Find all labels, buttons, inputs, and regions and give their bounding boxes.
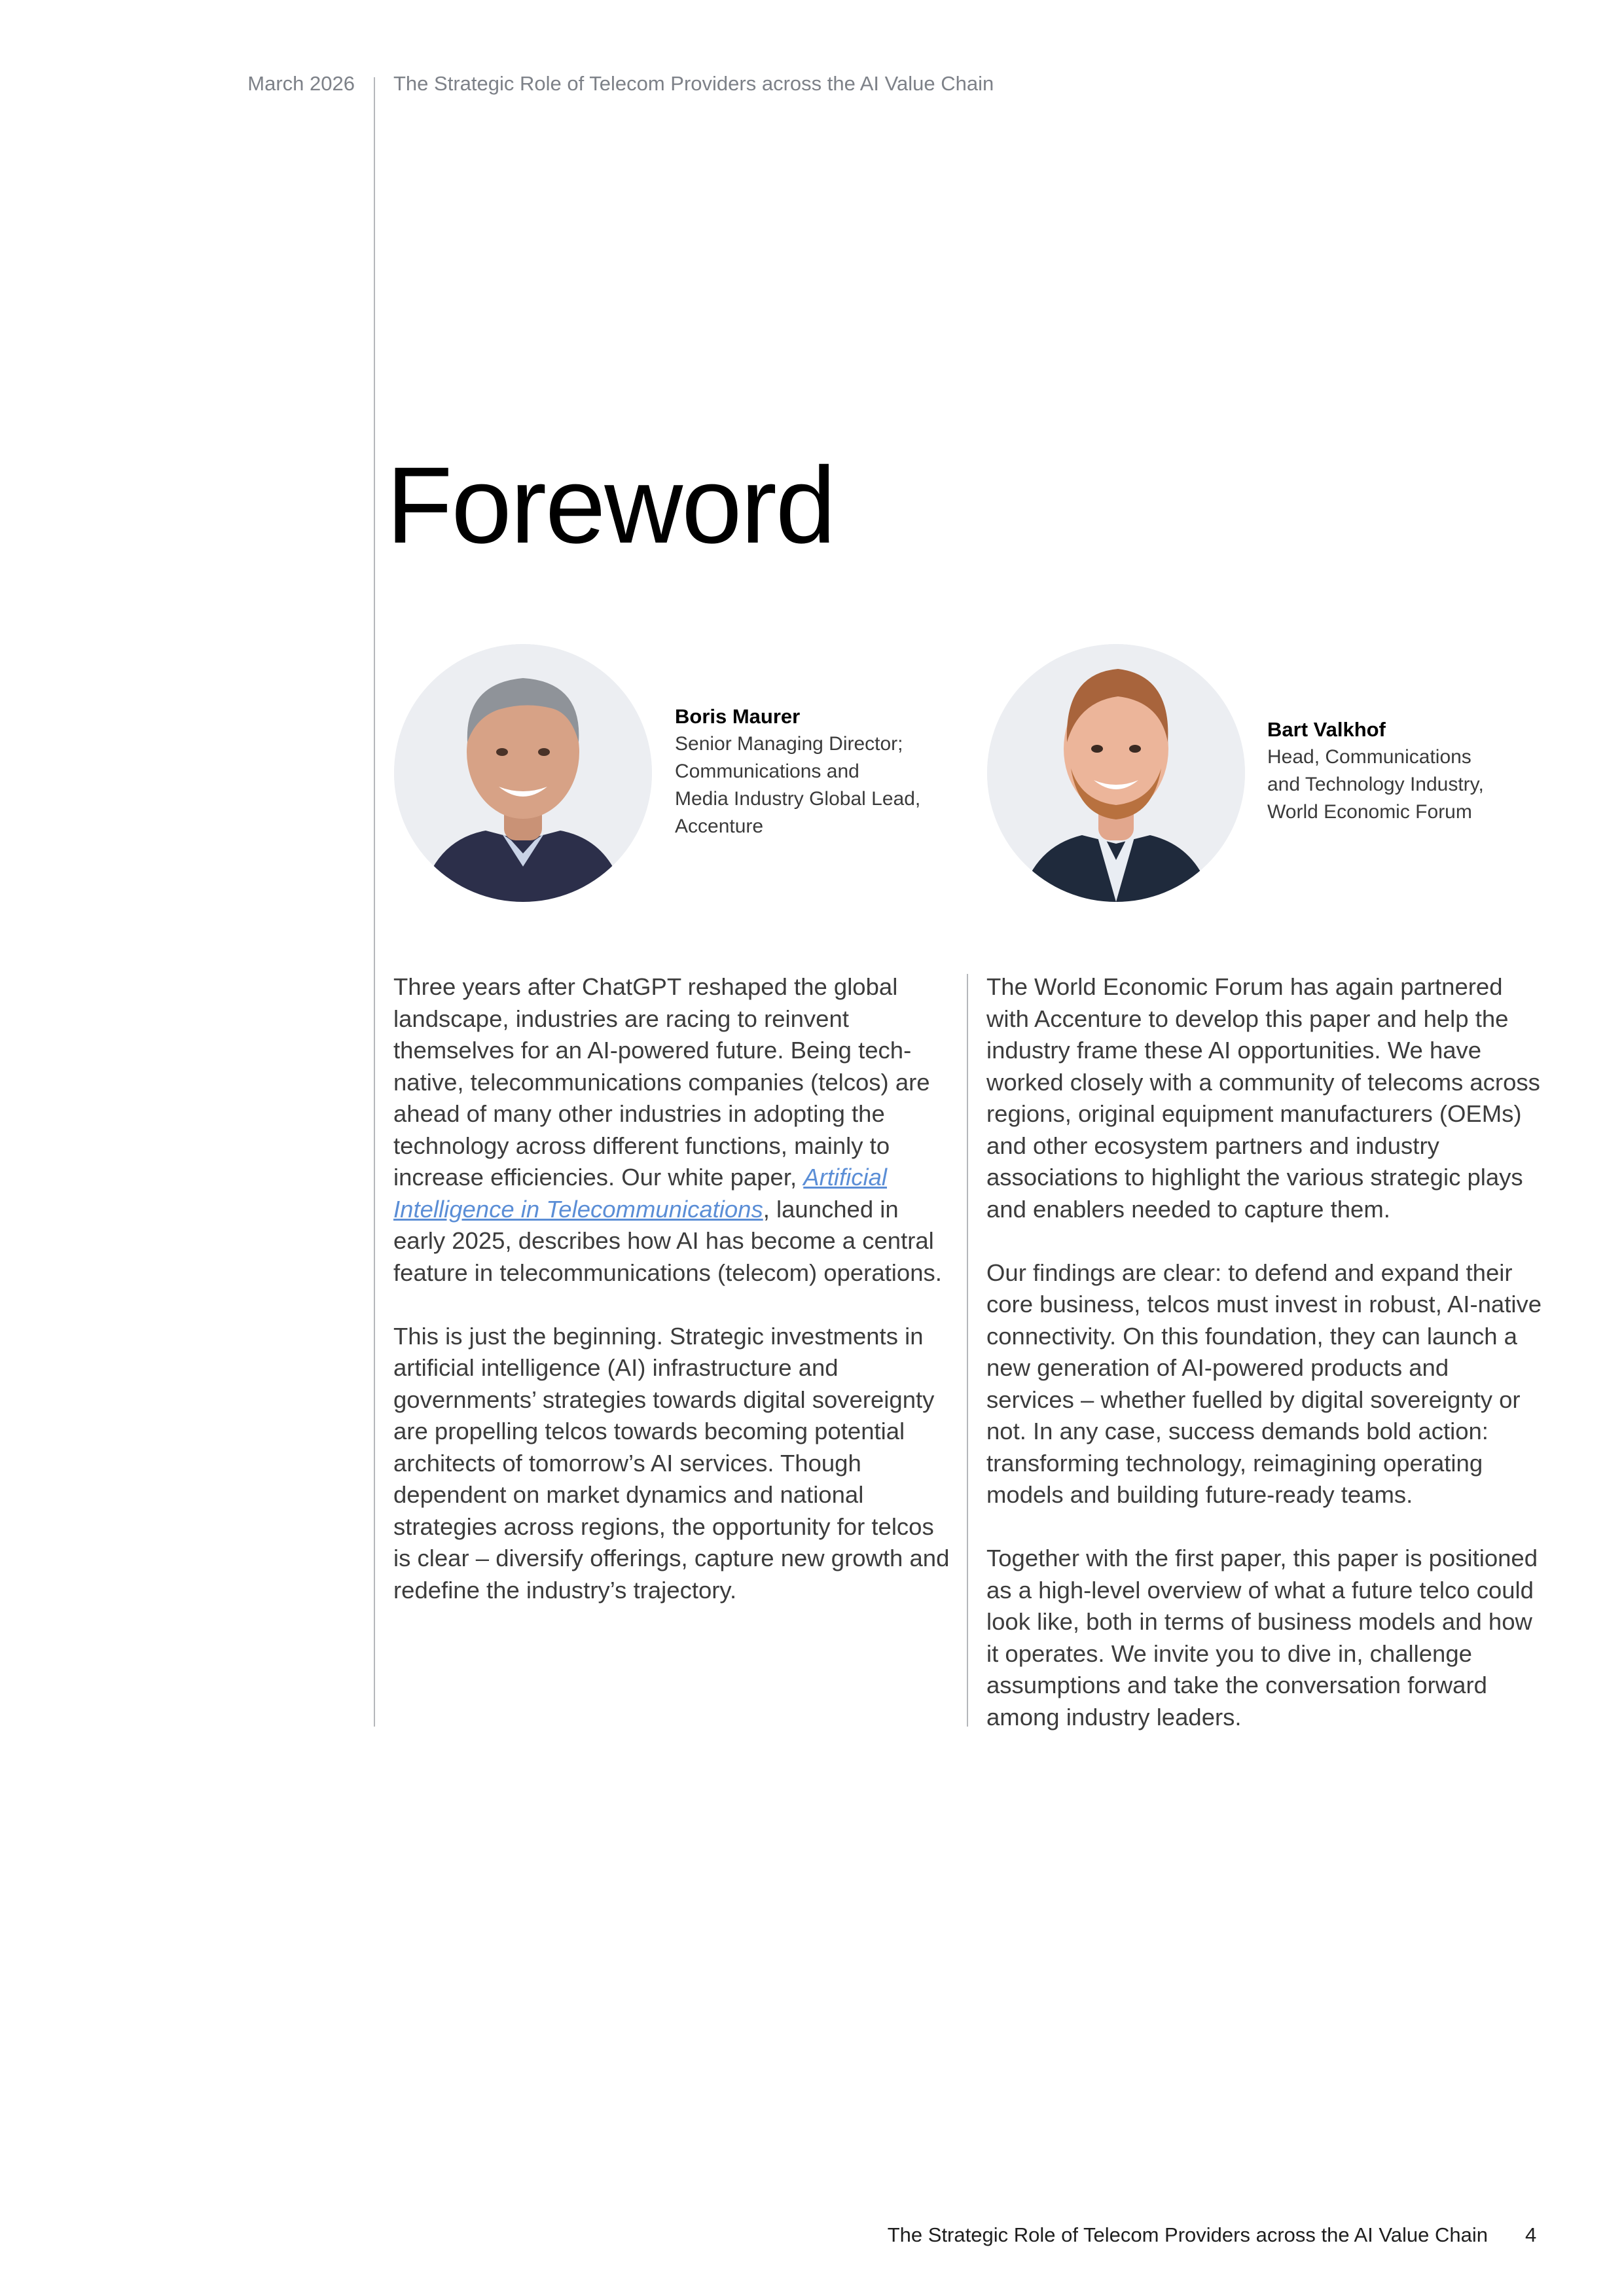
- author-role-line: Senior Managing Director;: [675, 733, 903, 755]
- author-role-line: Accenture: [675, 816, 764, 837]
- author-boris-maurer: [675, 703, 950, 840]
- body-paragraph: Three years after ChatGPT reshaped the global landscape, industries are racing to reinvent themselves for an AI-powered future. Being tech-native, telecommunications companies (telcos) are ahead of many other industries in adopting the technology across different functions, mainly to increase efficiencies. Our white paper, Artificial Intelligence in Telecommunications, launched in early 2025, describes how AI has become a central feature in telecommunications (telecom) operations.: [393, 973, 942, 1286]
- author-name: Boris Maurer: [675, 705, 801, 728]
- header-date: March 2026: [247, 72, 355, 95]
- body-column-left: [393, 971, 950, 1638]
- body-paragraph: This is just the beginning. Strategic investments in artificial intelligence (AI) infrastructure and governments’ strategies towards digital sovereignty are propelling telcos towards becoming potential architects of tomorrow’s AI services. Though dependent on market dynamics and national strategies across regions, the opportunity for telcos is clear – diversify offerings, capture new growth and redefine the industry’s trajectory.: [393, 1322, 950, 1604]
- body-paragraph: Together with the first paper, this paper is positioned as a high-level overview of what a future telco could look like, both in terms of business models and how it operates. We invite you to dive in, challenge assumptions and take the conversation forward among industry leaders.: [986, 1545, 1538, 1731]
- body-paragraph: The World Economic Forum has again partnered with Accenture to develop this paper and help the industry frame these AI opportunities. We have worked closely with a community of telecoms across regions, original equipment manufacturers (OEMs) and other ecosystem partners and industry associations to highlight the various strategic plays and enablers needed to capture them.: [986, 973, 1540, 1223]
- author-role-line: Communications and: [675, 761, 859, 782]
- white-paper-link[interactable]: Artificial Intelligence in Telecommunications: [393, 1164, 888, 1223]
- author-photo-bart-valkhof: [987, 644, 1245, 902]
- body-column-right: [986, 971, 1543, 1765]
- footer-title: The Strategic Role of Telecom Providers across the AI Value Chain: [887, 2223, 1488, 2246]
- author-name: Bart Valkhof: [1267, 718, 1386, 741]
- portrait-illustration: [987, 644, 1245, 902]
- author-bart-valkhof: [1267, 716, 1542, 826]
- page-title: Foreword: [386, 445, 835, 566]
- body-paragraph: Our findings are clear: to defend and expand their core business, telcos must invest in robust, AI-native connectivity. On this foundation, they can launch a new generation of AI-powered products and services – whether fuelled by digital sovereignty or not. In any case, success demands bold action: transforming technology, reimagining operating models and building future-ready teams.: [986, 1259, 1542, 1508]
- page-number: 4: [1525, 2223, 1537, 2246]
- author-role-line: Head, Communications: [1267, 746, 1471, 768]
- author-photo-boris-maurer: [394, 644, 652, 902]
- author-role-line: Media Industry Global Lead,: [675, 788, 921, 810]
- author-role-line: and Technology Industry,: [1267, 774, 1484, 795]
- column-rule: [967, 974, 968, 1727]
- header-title: The Strategic Role of Telecom Providers across the AI Value Chain: [393, 72, 994, 95]
- portrait-illustration: [394, 644, 652, 902]
- author-role-line: World Economic Forum: [1267, 801, 1472, 823]
- margin-rule: [374, 77, 375, 1727]
